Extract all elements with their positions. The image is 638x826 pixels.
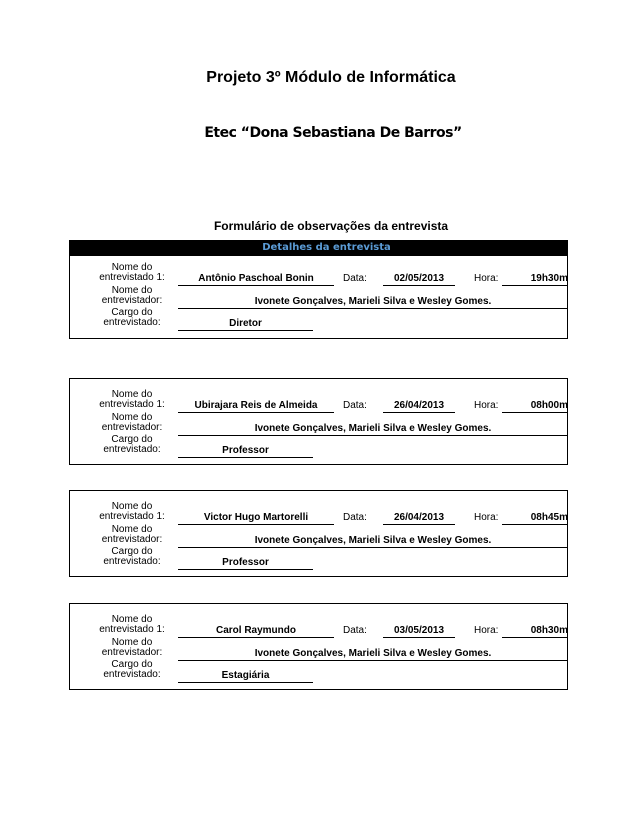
- date-label: Data:: [343, 400, 367, 411]
- interviewee-value: Ubirajara Reis de Almeida: [178, 400, 334, 413]
- interviewee-value: Antônio Paschoal Bonin: [178, 273, 334, 286]
- time-label: Hora:: [474, 512, 499, 523]
- school-name: Etec “Dona Sebastiana De Barros”: [204, 125, 462, 141]
- time-label: Hora:: [474, 625, 499, 636]
- date-value: 26/04/2013: [383, 512, 455, 525]
- date-value: 02/05/2013: [383, 273, 455, 286]
- page-title: Projeto 3º Módulo de Informática: [206, 69, 456, 86]
- interviewer-label: Nome do entrevistador:: [101, 524, 163, 545]
- interviewee-label: Nome do entrevistado 1:: [99, 614, 165, 635]
- interviewer-label: Nome do entrevistador:: [101, 285, 163, 306]
- form-title: Formulário de observações da entrevista: [213, 219, 449, 233]
- interviewers-value: Ivonete Gonçalves, Marieli Silva e Wesley Gomes.: [178, 296, 568, 309]
- time-value: 19h30m: [502, 273, 568, 286]
- role-label: Cargo do entrevistado:: [103, 307, 161, 328]
- role-label: Cargo do entrevistado:: [103, 659, 161, 680]
- interview-card: [69, 240, 568, 339]
- interview-card: [69, 603, 568, 690]
- time-label: Hora:: [474, 400, 499, 411]
- role-value: Diretor: [178, 318, 313, 331]
- date-label: Data:: [343, 273, 367, 284]
- time-value: 08h30m: [502, 625, 568, 638]
- interviewers-value: Ivonete Gonçalves, Marieli Silva e Wesley Gomes.: [178, 535, 568, 548]
- role-value: Professor: [178, 445, 313, 458]
- interviewee-value: Carol Raymundo: [178, 625, 334, 638]
- interviewee-value: Victor Hugo Martorelli: [178, 512, 334, 525]
- interviewers-value: Ivonete Gonçalves, Marieli Silva e Wesley Gomes.: [178, 423, 568, 436]
- date-label: Data:: [343, 625, 367, 636]
- interview-card: [69, 378, 568, 465]
- time-label: Hora:: [474, 273, 499, 284]
- interview-card: [69, 490, 568, 577]
- role-value: Professor: [178, 557, 313, 570]
- interviewee-label: Nome do entrevistado 1:: [99, 501, 165, 522]
- date-value: 03/05/2013: [383, 625, 455, 638]
- interviewee-label: Nome do entrevistado 1:: [99, 262, 165, 283]
- time-value: 08h45m: [502, 512, 568, 525]
- time-value: 08h00m: [502, 400, 568, 413]
- interviewee-label: Nome do entrevistado 1:: [99, 389, 165, 410]
- date-label: Data:: [343, 512, 367, 523]
- section-header: Detalhes da entrevista: [69, 240, 568, 256]
- role-value: Estagiária: [178, 670, 313, 683]
- interviewer-label: Nome do entrevistador:: [101, 412, 163, 433]
- interviewers-value: Ivonete Gonçalves, Marieli Silva e Wesley Gomes.: [178, 648, 568, 661]
- interviewer-label: Nome do entrevistador:: [101, 637, 163, 658]
- role-label: Cargo do entrevistado:: [103, 546, 161, 567]
- date-value: 26/04/2013: [383, 400, 455, 413]
- role-label: Cargo do entrevistado:: [103, 434, 161, 455]
